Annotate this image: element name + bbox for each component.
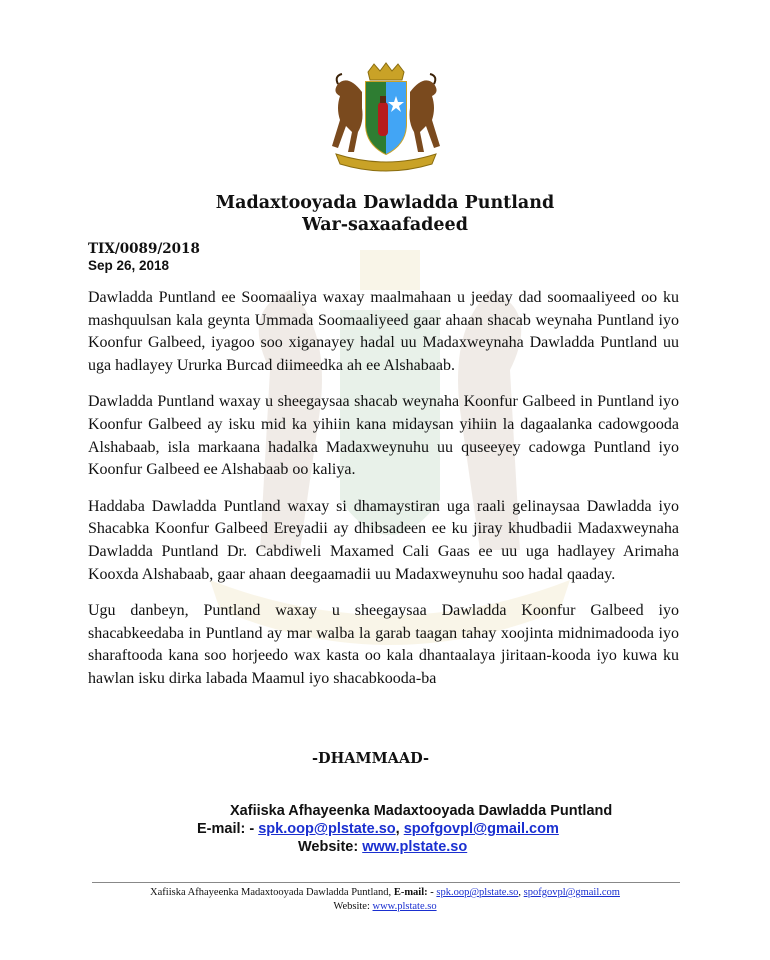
footer-contact-line — [0, 887, 770, 898]
website-label: Website: — [298, 839, 359, 855]
press-release-body — [88, 287, 679, 705]
footer-divider — [92, 882, 680, 883]
document-title: Madaxtooyada Dawladda Puntland — [215, 193, 555, 213]
document-subtitle: War-saxaafadeed — [302, 215, 468, 235]
document-date: Sep 26, 2018 — [88, 258, 170, 273]
footer-website-label: Website: — [333, 901, 370, 912]
email-label: E-mail: - — [197, 821, 255, 837]
footer-website-line — [0, 901, 770, 912]
email-separator: , — [395, 821, 400, 837]
footer-email-link-secondary[interactable]: spofgovpl@gmail.com — [523, 887, 620, 898]
body-paragraph: Dawladda Puntland waxay u sheegaysaa shacab weynaha Koonfur Galbeed in Puntland iyo Koonfur Galbeed ay isku mid ka yihiin kana midaysan yihiin la dagaalanka cadowgooda Alshabaab, isla markaana hadalka Madaxweynuhu uu quseeyey cadowga Puntland iyo Koonfur Galbeed ee Alshabaab oo kaliya. — [88, 393, 679, 479]
body-paragraph: Dawladda Puntland ee Soomaaliya waxay maalmahaan u jeeday dad soomaaliyeed oo ku mashquulsan kala geynta Ummada Soomaaliyeed gaar ahaan shacab weynaha Puntland iyo Koonfur Galbeed, iyagoo soo xiganayey hadal uu Madaxweynaha Dawladda Puntland uu uga hadlayey Ururka Burcad diimeedka ah ee Alshabaab. — [88, 289, 679, 374]
body-paragraph: Ugu danbeyn, Puntland waxay u sheegaysaa Dawladda Koonfur Galbeed iyo shacabkeedaba in Puntland ay mar walba la garab taagan tahay xoojinta midnimadooda iyo sharaftooda kana soo horjeedo wax kasta oo kala dhantaalaya jiritaan-kooda iyo kuwa ku hawlan isku dirka labada Maamul iyo shacabkooda-ba — [88, 602, 679, 687]
closing-mark: -DHAMMAAD- — [312, 750, 430, 767]
footer-email-label: E-mail: - — [393, 887, 434, 898]
email-link-secondary[interactable]: spofgovpl@gmail.com — [403, 821, 559, 837]
email-link-primary[interactable]: spk.oop@plstate.so — [258, 821, 396, 837]
puntland-coat-of-arms — [318, 62, 454, 174]
signature-website-line — [0, 839, 770, 855]
reference-number: TIX/0089/2018 — [88, 241, 200, 257]
body-paragraph: Haddaba Dawladda Puntland waxay si dhamaystiran uga raali gelinaysaa Dawladda iyo Shacabka Koonfur Galbeed Ereyadii ay dhibsadeen ee ku jiray khudbadii Madaxweynaha Dawladda Puntland Dr. Cabdiweli Maxamed Cali Gaas ee uu uga hadlayey Arimaha Kooxda Alshabaab, gaar ahaan deegaamadii uu Madaxweynuhu soo hadal qaaday. — [88, 497, 679, 583]
signature-email-line — [0, 821, 770, 837]
website-link[interactable]: www.plstate.so — [362, 839, 468, 855]
signature-office: Xafiiska Afhayeenka Madaxtooyada Dawladda Puntland — [230, 803, 613, 819]
footer-website-link[interactable]: www.plstate.so — [372, 901, 437, 912]
footer-email-separator: , — [518, 887, 522, 898]
footer-email-link-primary[interactable]: spk.oop@plstate.so — [436, 887, 519, 898]
footer-office: Xafiiska Afhayeenka Madaxtooyada Dawladda Puntland, — [150, 887, 392, 898]
